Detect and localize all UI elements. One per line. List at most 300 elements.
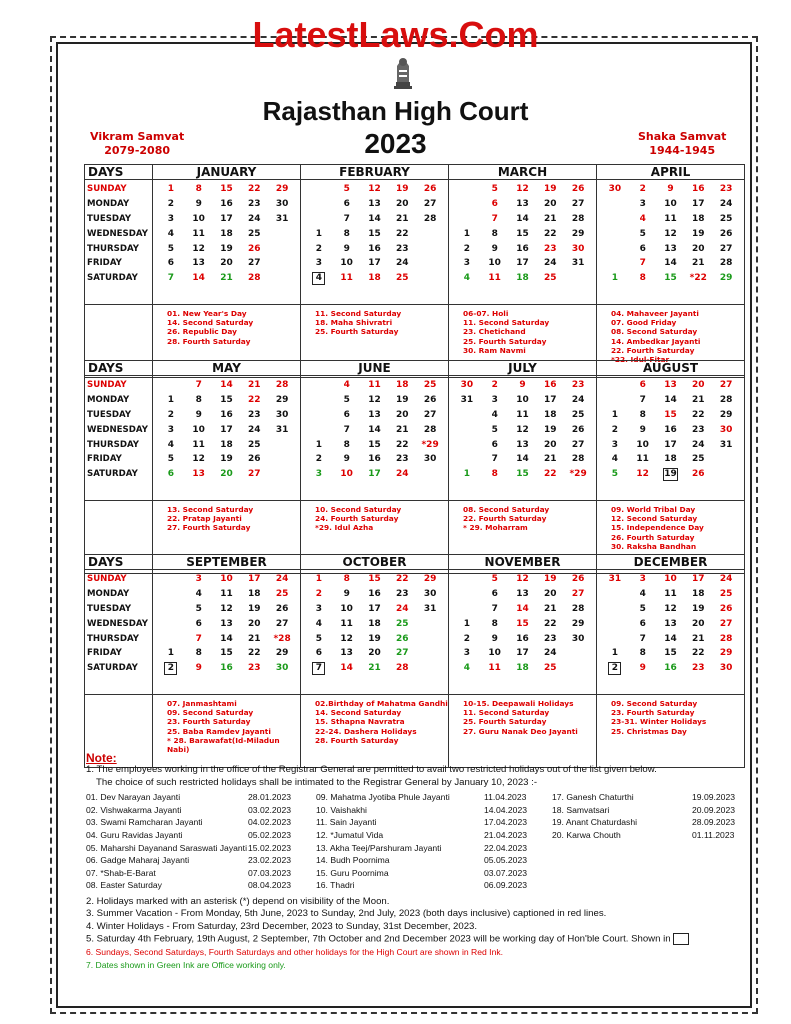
date-cell: 16 (544, 380, 557, 390)
date-cell: 7 (491, 213, 498, 224)
date-cell: 11 (664, 213, 677, 224)
restricted-column-1 (86, 791, 302, 892)
holiday-item: 11. Second Saturday (463, 318, 550, 328)
date-cell: 16 (220, 198, 233, 209)
date-cell: 17 (516, 648, 529, 659)
note-6: 6. Sundays, Second Saturdays, Fourth Saturdays and other holidays for the High Court are shown in Red Ink. (86, 947, 504, 958)
date-cell: 10 (192, 424, 205, 435)
date-cell: 20 (396, 409, 409, 420)
date-cell: 18 (544, 409, 557, 420)
restricted-holiday (86, 842, 302, 855)
restricted-holiday-date: 22.04.2023 (484, 842, 528, 853)
holiday-item: 28. Fourth Saturday (167, 336, 251, 346)
restricted-holiday (86, 829, 302, 842)
month-header-august: AUGUST (597, 361, 745, 376)
restricted-holiday (316, 816, 538, 829)
date-cell (268, 467, 296, 482)
date-cell: 29 (571, 618, 585, 629)
date-cell: 14 (516, 454, 529, 465)
date-cell: 4 (315, 618, 323, 629)
date-cell: 16 (516, 633, 529, 644)
date-cell: 14 (220, 380, 233, 390)
date-cell: 25 (248, 228, 261, 239)
date-cell: 17 (248, 574, 261, 584)
date-cell: 30 (423, 588, 437, 599)
date-cell: 5 (611, 469, 619, 480)
date-cell (564, 646, 592, 661)
date-cell: 7 (343, 424, 350, 435)
restricted-holiday-date: 06.09.2023 (484, 880, 528, 891)
date-cell (416, 661, 444, 676)
date-cell: 27 (571, 588, 585, 599)
month-grid-june (301, 376, 449, 501)
date-cell: 9 (343, 454, 350, 465)
date-cell: 24 (396, 603, 409, 614)
date-cell: 19 (396, 184, 409, 194)
date-cell (305, 182, 333, 197)
month-grid-may (153, 376, 301, 501)
date-cell: 26 (571, 184, 585, 194)
holiday-item: 10. Second Saturday (315, 505, 402, 514)
date-cell: 24 (396, 469, 409, 480)
date-cell: 27 (423, 198, 437, 209)
date-cell: 27 (396, 648, 409, 659)
date-cell: 24 (692, 439, 705, 450)
date-cell: 1 (611, 648, 619, 659)
restricted-holiday-name: 04. Guru Ravidas Jayanti (86, 830, 183, 840)
day-name-saturday: SATURDAY (87, 469, 138, 480)
date-cell (453, 452, 481, 467)
date-cell: 27 (719, 243, 733, 254)
date-cell (564, 271, 592, 286)
note-5 (86, 933, 746, 946)
date-cell: 4 (639, 213, 646, 224)
date-cell: 9 (639, 424, 646, 435)
restricted-holiday (316, 791, 538, 804)
date-cell: 3 (315, 258, 323, 269)
date-cell: 23 (692, 663, 705, 674)
date-cell: 13 (340, 648, 353, 659)
date-cell: 28 (571, 454, 585, 465)
working-day-box: 7 (312, 662, 325, 675)
holiday-item: 24. Fourth Saturday (315, 514, 399, 524)
date-cell: 16 (220, 409, 233, 420)
date-cell: 9 (491, 243, 498, 254)
date-cell: 7 (491, 603, 498, 614)
restricted-holiday-date: 28.01.2023 (248, 792, 292, 803)
date-cell: 27 (248, 258, 261, 269)
date-cell: 15 (368, 439, 381, 450)
day-name-tuesday: TUESDAY (87, 409, 132, 420)
date-cell (453, 182, 481, 197)
date-cell: 1 (611, 409, 619, 420)
holiday-item: 23. Fourth Saturday (167, 717, 251, 727)
month-header-december: DECEMBER (597, 555, 745, 570)
holiday-item: 25. Baba Ramdev Jayanti (167, 726, 271, 736)
date-cell: 26 (423, 394, 437, 405)
date-cell: 26 (571, 574, 585, 584)
date-cell: 18 (516, 663, 529, 674)
month-header-november: NOVEMBER (449, 555, 597, 570)
date-cell: 22 (692, 409, 705, 420)
date-cell (601, 227, 629, 242)
restricted-holiday-name: 17. Ganesh Chaturthi (552, 792, 634, 803)
date-cell: 15 (516, 618, 529, 629)
date-cell (453, 572, 481, 587)
shaka-years: 1944-1945 (649, 144, 716, 157)
date-cell: 17 (664, 439, 677, 450)
date-cell: 7 (167, 273, 175, 284)
date-cell: 21 (544, 454, 557, 465)
restricted-holiday (552, 791, 746, 804)
holiday-item: 14. Second Saturday (315, 708, 402, 718)
date-cell: 9 (195, 663, 202, 674)
date-cell: 19 (220, 243, 233, 254)
date-cell: 5 (491, 574, 498, 584)
holiday-item: 22. Fourth Saturday (611, 345, 695, 355)
restricted-holiday-date: 01.11.2023 (692, 830, 735, 840)
date-cell: 24 (248, 213, 261, 224)
month-grid-july (449, 376, 597, 501)
month-grid-january (153, 180, 301, 305)
date-cell: 30 (423, 454, 437, 465)
date-cell: 9 (491, 633, 498, 644)
date-cell (157, 587, 185, 602)
date-cell: 8 (195, 394, 202, 405)
date-cell: 20 (692, 618, 705, 629)
date-cell: 21 (544, 213, 557, 224)
date-cell: 26 (719, 603, 733, 614)
date-cell: 24 (544, 258, 557, 269)
restricted-holiday (86, 867, 302, 880)
day-names-column (85, 376, 153, 501)
date-cell: 29 (275, 648, 289, 659)
restricted-holiday-name: 14. Budh Poornima (316, 855, 390, 866)
restricted-holiday-name: 18. Samvatsari (552, 804, 610, 815)
restricted-holiday (316, 879, 538, 892)
date-cell (157, 632, 185, 647)
holiday-item: * 28. Barawafat(Id-Miladun Nabi) (167, 735, 280, 755)
date-cell: 1 (315, 574, 323, 584)
date-cell: 20 (220, 258, 233, 269)
date-cell (416, 632, 444, 647)
note-1a: 1. The employees working in the office of the Registrar General are permitted to avail two restricted holidays out of the list given below. (86, 764, 657, 776)
restricted-holiday-date: 19.09.2023 (692, 792, 736, 803)
date-cell: 12 (636, 469, 649, 480)
date-cell: 28 (248, 273, 261, 284)
holiday-item: 27. Guru Nanak Deo Jayanti (463, 726, 578, 736)
date-cell: 31 (719, 439, 733, 450)
working-day-box: 2 (164, 662, 177, 675)
date-cell: 12 (192, 454, 205, 465)
date-cell: 31 (423, 603, 437, 614)
date-cell: 29 (719, 273, 733, 284)
month-header-may: MAY (153, 361, 301, 376)
date-cell: 14 (664, 258, 677, 269)
date-cell: 9 (343, 588, 350, 599)
date-cell: 4 (639, 588, 646, 599)
date-cell: 12 (368, 184, 381, 194)
date-cell: 1 (167, 394, 175, 405)
date-cell (416, 617, 444, 632)
date-cell: 12 (516, 574, 529, 584)
month-grid-november (449, 570, 597, 695)
restricted-holiday (86, 879, 302, 892)
restricted-holiday (316, 804, 538, 817)
date-cell: 10 (664, 198, 677, 209)
date-cell (268, 242, 296, 257)
date-cell: 19 (220, 454, 233, 465)
restricted-holiday-name: 05. Maharshi Dayanand Saraswati Jayanti (86, 842, 247, 853)
date-cell (305, 271, 333, 286)
date-cell: 8 (639, 273, 646, 284)
date-cell: 23 (571, 380, 585, 390)
date-cell: 25 (396, 618, 409, 629)
date-cell: 12 (340, 633, 353, 644)
date-cell: 24 (544, 648, 557, 659)
date-cell: 3 (315, 603, 323, 614)
date-cell: 8 (195, 184, 202, 194)
date-cell: 13 (664, 380, 677, 390)
holiday-item: 07. Good Friday (611, 318, 677, 328)
date-cell: 2 (315, 588, 323, 599)
date-cell: 24 (571, 394, 585, 405)
date-cell: 17 (516, 258, 529, 269)
days-header: DAYS (85, 555, 153, 570)
date-cell (601, 393, 629, 408)
month-grid-october (301, 570, 449, 695)
date-cell: 20 (220, 469, 233, 480)
date-cell: 18 (692, 588, 705, 599)
date-cell: 20 (544, 588, 557, 599)
holiday-item: 09. World Tribal Day (611, 505, 696, 514)
date-cell: 21 (692, 394, 705, 405)
month-header-january: JANUARY (153, 165, 301, 180)
date-cell: 9 (195, 198, 202, 209)
note-4: 4. Winter Holidays - From Saturday, 23rd December, 2023 to Sunday, 31st December, 2023. (86, 920, 478, 932)
date-cell: 18 (396, 380, 409, 390)
date-cell: 12 (220, 603, 233, 614)
date-cell: 15 (220, 184, 233, 194)
date-cell: 22 (692, 648, 705, 659)
date-cell: 25 (719, 588, 733, 599)
date-cell: 19 (544, 184, 557, 194)
date-cell (416, 646, 444, 661)
holiday-item: 09. Second Saturday (611, 699, 698, 708)
date-cell: 11 (340, 273, 353, 284)
date-cell: 15 (220, 394, 233, 405)
holiday-item: 30. Ram Navmi (463, 345, 526, 355)
date-cell: 27 (423, 409, 437, 420)
working-day-box: 19 (664, 469, 677, 480)
date-cell: 11 (516, 409, 529, 420)
date-cell: 6 (491, 198, 498, 209)
date-cell (601, 617, 629, 632)
holiday-item: 30. Raksha Bandhan (611, 541, 697, 551)
holiday-item: 04. Mahaveer Jayanti (611, 309, 699, 318)
date-cell: 4 (195, 588, 202, 599)
holiday-item: 22. Pratap Jayanti (167, 514, 242, 524)
date-cell: 15 (664, 273, 677, 284)
date-cell: 12 (516, 184, 529, 194)
date-cell: 3 (639, 198, 646, 209)
date-cell: 23 (719, 184, 733, 194)
date-cell: 20 (692, 243, 705, 254)
date-cell: 2 (611, 424, 619, 435)
date-cell: 26 (423, 184, 437, 194)
date-cell: 7 (639, 394, 646, 405)
date-cell (416, 467, 444, 482)
note-3: 3. Summer Vacation - From Monday, 5th June, 2023 to Sunday, 2nd July, 2023 (both days inclusive) captioned in red lines. (86, 908, 607, 920)
holiday-item: *29. Idul Azha (315, 523, 374, 533)
holiday-item: 23. Fourth Saturday (611, 708, 695, 718)
date-cell: 23 (544, 633, 557, 644)
date-cell: 30 (460, 380, 474, 390)
day-name-friday: FRIDAY (87, 648, 122, 659)
date-cell: 22 (396, 228, 409, 239)
date-cell: 20 (396, 198, 409, 209)
restricted-holiday (552, 816, 746, 829)
date-cell: 10 (340, 469, 353, 480)
date-cell: 18 (220, 439, 233, 450)
date-cell (601, 256, 629, 271)
date-cell: 11 (368, 380, 381, 390)
restricted-holiday-name: 08. Easter Saturday (86, 880, 162, 891)
restricted-holiday (552, 804, 746, 817)
date-cell (157, 378, 185, 393)
date-cell: 25 (544, 663, 557, 674)
date-cell: 17 (220, 213, 233, 224)
date-cell: 3 (611, 439, 619, 450)
holiday-item: 14. Second Saturday (167, 318, 254, 328)
date-cell (453, 587, 481, 602)
brand-watermark: LatestLaws.Com (252, 14, 539, 55)
date-cell: 23 (248, 409, 261, 420)
date-cell: 13 (192, 258, 205, 269)
notes-title: Note: (86, 751, 117, 765)
date-cell: 25 (692, 454, 705, 465)
date-cell: 15 (220, 648, 233, 659)
day-name-monday: MONDAY (87, 588, 130, 599)
date-cell: 21 (396, 424, 409, 435)
restricted-holiday-date: 14.04.2023 (484, 804, 528, 815)
date-cell: 6 (639, 380, 646, 390)
date-cell: 28 (719, 394, 733, 405)
date-cell: 13 (664, 243, 677, 254)
date-cell: 8 (343, 228, 350, 239)
date-cell: 4 (463, 273, 471, 284)
date-cell: 18 (248, 588, 261, 599)
restricted-holiday-name: 06. Gadge Maharaj Jayanti (86, 855, 190, 866)
date-cell: 14 (368, 424, 381, 435)
date-cell: 16 (664, 424, 677, 435)
date-cell (453, 197, 481, 212)
working-day-box-sample (673, 933, 689, 945)
date-cell: 14 (664, 394, 677, 405)
date-cell: 10 (220, 574, 233, 584)
month-header-september: SEPTEMBER (153, 555, 301, 570)
date-cell: 22 (248, 648, 261, 659)
date-cell: 8 (491, 618, 498, 629)
note-2: 2. Holidays marked with an asterisk (*) depend on visibility of the Moon. (86, 895, 390, 907)
date-cell: 24 (396, 258, 409, 269)
restricted-holiday-name: 07. *Shab-E-Barat (86, 867, 156, 878)
days-header: DAYS (85, 361, 153, 376)
date-cell: 5 (343, 184, 350, 194)
day-name-tuesday: TUESDAY (87, 603, 132, 614)
date-cell: 27 (275, 618, 289, 629)
date-cell: 24 (719, 574, 733, 584)
date-cell: 29 (423, 574, 437, 584)
day-name-monday: MONDAY (87, 394, 130, 405)
note-5-text: 5. Saturday 4th February, 19th August, 2 September, 7th October and 2nd December 2023 will be working day of Hon'ble Court. Shown in (86, 933, 671, 945)
date-cell: 24 (248, 424, 261, 435)
date-cell: 31 (275, 213, 289, 224)
date-cell: 15 (368, 574, 381, 584)
date-cell: 20 (248, 618, 261, 629)
date-cell: 14 (664, 633, 677, 644)
holiday-item: 26. Republic Day (167, 327, 237, 337)
date-cell: *22 (689, 273, 707, 284)
holiday-item: 07. Janmashtami (167, 699, 237, 708)
calendar-year: 2023 (364, 128, 427, 159)
day-name-thursday: THURSDAY (87, 439, 140, 450)
date-cell: 11 (220, 588, 233, 599)
date-cell: 15 (664, 648, 677, 659)
date-cell: 5 (343, 394, 350, 405)
holiday-item: 14. Ambedkar Jayanti (611, 336, 701, 346)
holiday-item: 22. Fourth Saturday (463, 514, 547, 524)
holiday-item: 11. Second Saturday (463, 708, 550, 718)
holiday-item: 13. Second Saturday (167, 505, 254, 514)
restricted-holiday-name: 02. Vishwakarma Jayanti (86, 804, 182, 815)
date-cell: 21 (544, 603, 557, 614)
date-cell: 5 (491, 184, 498, 194)
date-cell: 28 (275, 380, 289, 390)
date-cell: 27 (571, 198, 585, 209)
date-cell: 14 (192, 273, 205, 284)
date-cell: 14 (516, 603, 529, 614)
restricted-holiday-name: 20. Karwa Chouth (552, 830, 621, 840)
date-cell (564, 661, 592, 676)
date-cell (416, 242, 444, 257)
day-name-saturday: SATURDAY (87, 663, 138, 674)
date-cell: 15 (368, 228, 381, 239)
date-cell: 25 (275, 588, 289, 599)
restricted-holiday-date: 07.03.2023 (248, 867, 292, 878)
date-cell: 21 (396, 213, 409, 224)
date-cell: 13 (368, 409, 381, 420)
date-cell: 26 (571, 424, 585, 435)
date-cell: 7 (195, 633, 202, 644)
date-cell: 19 (396, 394, 409, 405)
date-cell: 23 (248, 198, 261, 209)
date-cell: *29 (421, 439, 439, 450)
date-cell: 28 (571, 213, 585, 224)
holiday-item: 01. New Year's Day (167, 309, 247, 318)
date-cell: 12 (192, 243, 205, 254)
restricted-holiday-date: 08.04.2023 (248, 880, 292, 891)
date-cell: 19 (248, 603, 261, 614)
date-cell (453, 408, 481, 423)
holiday-item: *22. Idul-Fitar (611, 355, 670, 365)
date-cell: 28 (423, 424, 437, 435)
date-cell: 19 (368, 633, 381, 644)
holiday-item: 10-15. Deepawali Holidays (463, 699, 574, 708)
date-cell (657, 467, 685, 482)
date-cell (712, 452, 740, 467)
month-header-october: OCTOBER (301, 555, 449, 570)
